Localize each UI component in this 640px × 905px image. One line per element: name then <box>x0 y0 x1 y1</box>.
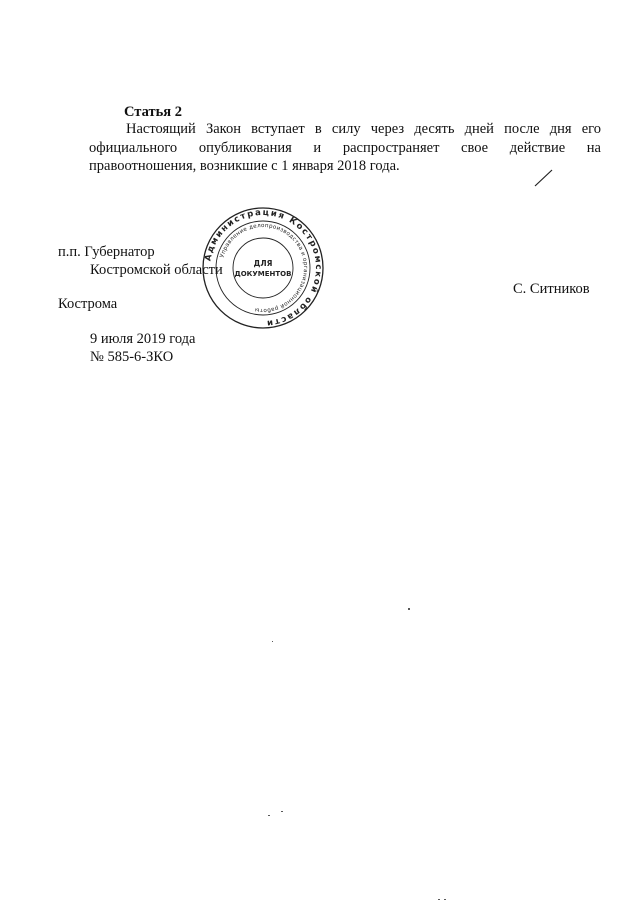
article-heading: Статья 2 <box>124 104 182 120</box>
stamp-inner-text: Управление делопроизводства и организационной работы <box>219 222 309 314</box>
signing-date: 9 июля 2019 года <box>90 331 196 347</box>
signature-mark <box>532 168 556 188</box>
stamp-center-line2: ДОКУМЕНТОВ <box>234 270 292 278</box>
city: Кострома <box>58 296 118 312</box>
governor-title: п.п. Губернатор <box>58 244 155 260</box>
scan-speck <box>408 608 410 610</box>
scan-speck <box>281 811 283 812</box>
article-paragraph: Настоящий Закон вступает в силу через десять дней после дня его официального опубликования и распространяет свое действие на правоотношения, возникшие с 1 января 2018 года. <box>89 121 601 174</box>
scan-speck <box>272 641 273 642</box>
official-stamp <box>201 206 325 330</box>
scan-speck <box>268 815 270 816</box>
stamp-outer-text: Администрация Костромской области <box>203 207 324 329</box>
signer-name: С. Ситников <box>513 281 590 297</box>
governor-region: Костромской области <box>90 262 223 278</box>
scan-speck <box>444 899 446 900</box>
stamp-center-line1: ДЛЯ <box>253 259 273 268</box>
law-number: № 585-6-ЗКО <box>90 349 174 365</box>
scan-speck <box>438 899 440 900</box>
